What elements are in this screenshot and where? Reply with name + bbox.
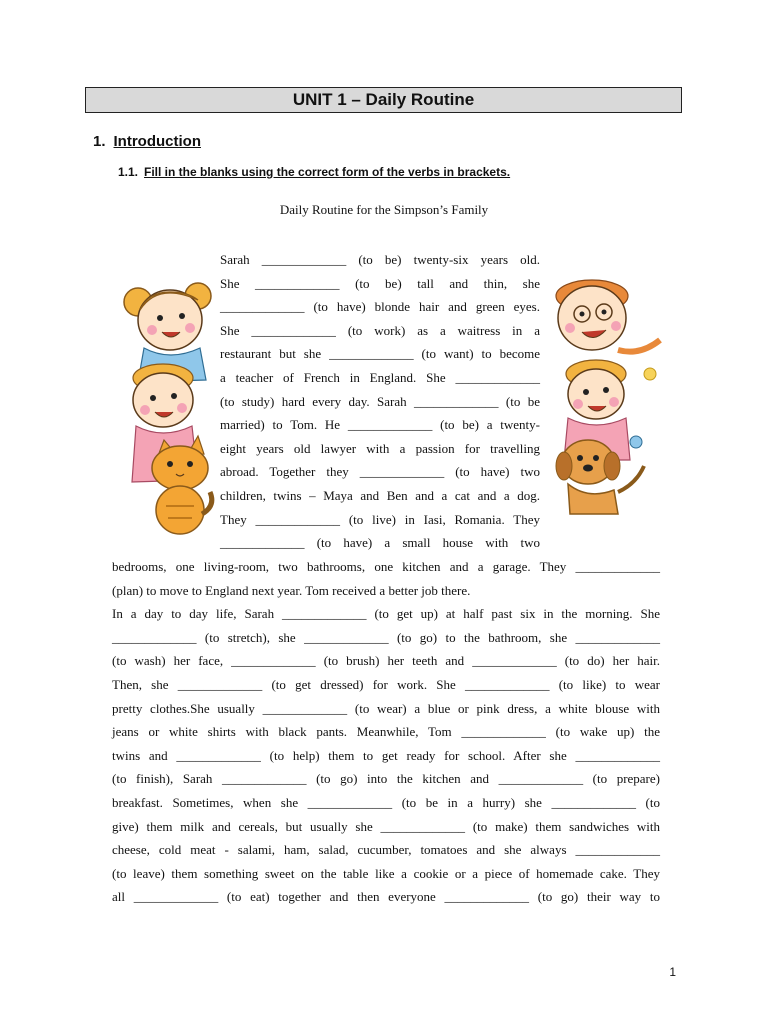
story-line: Sarah _____________ (to be) twenty-six years old. [220, 252, 540, 267]
unit-title-box [85, 87, 682, 113]
story-line: _____________ (to stretch), she _____________ (to go) to the bathroom, she _____________ [112, 629, 660, 645]
story-line: (to study) hard every day. Sarah _____________ (to be [220, 393, 540, 409]
story-line: She _____________ (to be) tall and thin, she [220, 275, 540, 291]
story-line: (to leave) them something sweet on the table like a cookie or a piece of homemade cake. They [112, 865, 660, 881]
story-wide-column [112, 555, 660, 909]
page-number: 1 [669, 965, 676, 979]
story-line: Then, she _____________ (to get dressed) for work. She _____________ (to like) to wear [112, 676, 660, 692]
kids-cat-illustration [118, 270, 218, 540]
story-line: jeans or white shirts with black pants. Meanwhile, Tom _____________ (to wake up) the [112, 724, 660, 740]
story-line: pretty clothes.She usually _____________ (to wear) a blue or pink dress, a white blouse with [112, 700, 660, 716]
story-line: all _____________ (to eat) together and then everyone _____________ (to go) their way to [112, 889, 660, 905]
story-line: children, twins – Maya and Ben and a cat and a dog. [220, 487, 540, 503]
story-line: She _____________ (to work) as a waitress in a [220, 322, 540, 338]
story-line: They _____________ (to live) in Iasi, Romania. They [220, 511, 540, 527]
story-line: (plan) to move to England next year. Tom received a better job there. [112, 582, 471, 598]
story-line: eight years old lawyer with a passion for travelling [220, 440, 540, 456]
section-heading [93, 133, 201, 150]
story-line: _____________ (to have) a small house with two [220, 535, 540, 551]
story-line: twins and _____________ (to help) them to get ready for school. After she _____________ [112, 747, 660, 763]
story-line: _____________ (to have) blonde hair and green eyes. [220, 299, 540, 315]
story-line: restaurant but she _____________ (to want) to become [220, 346, 540, 362]
story-line: breakfast. Sometimes, when she _____________ (to be in a hurry) she _____________ (to [112, 794, 660, 810]
unit-title: UNIT 1 – Daily Routine [292, 90, 475, 109]
family-dog-illustration [548, 270, 668, 520]
story-line: married) to Tom. He _____________ (to be) a twenty- [220, 417, 540, 433]
section-title: Introduction [113, 133, 201, 150]
story-line: In a day to day life, Sarah _____________ (to get up) at half past six in the morning. She [112, 606, 660, 622]
story-line: cheese, cold meat - salami, ham, salad, cucumber, tomatoes and she always _____________ [112, 842, 660, 858]
story-line: give) them milk and cereals, but usually she _____________ (to make) them sandwiches with [112, 818, 660, 834]
task-heading [118, 165, 510, 179]
story-line: (to finish), Sarah _____________ (to go) into the kitchen and _____________ (to prepare) [112, 771, 660, 787]
task-instruction: Fill in the blanks using the correct form of the verbs in brackets. [144, 165, 511, 179]
story-narrow-column [220, 248, 560, 555]
story-title: Daily Routine for the Simpson’s Family [279, 202, 489, 217]
story-line: (to wash) her face, _____________ (to brush) her teeth and _____________ (to do) her hair. [112, 653, 660, 669]
task-number: 1.1. [118, 165, 139, 179]
story-line: abroad. Together they _____________ (to have) two [220, 464, 540, 480]
story-line: a teacher of French in England. She _____________ [220, 369, 540, 385]
story-line: bedrooms, one living-room, two bathrooms, one kitchen and a garage. They _____________ [112, 559, 660, 574]
section-number: 1. [93, 133, 106, 150]
